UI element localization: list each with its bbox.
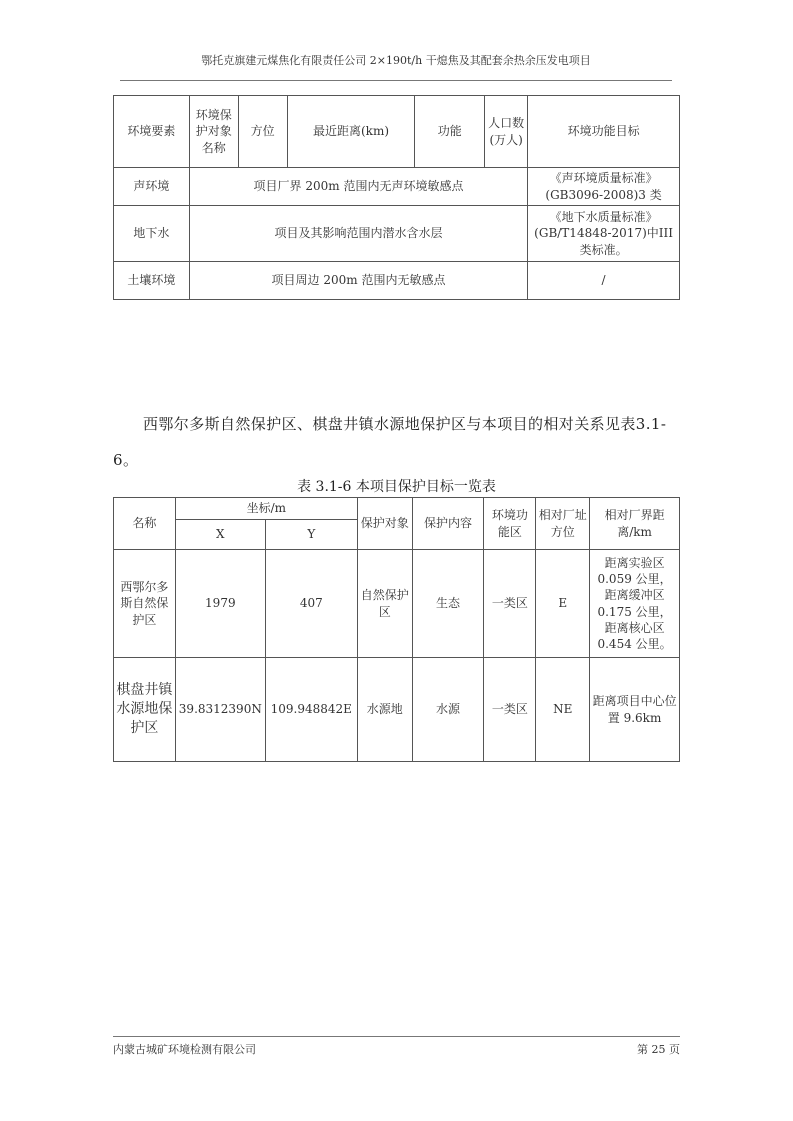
y-cell: 407 [265, 550, 357, 658]
table-header-row [114, 96, 680, 168]
column-header: 保护内容 [412, 498, 484, 550]
table-row [114, 262, 680, 300]
table-header-row [114, 498, 680, 520]
table-row [114, 658, 680, 762]
column-header: X [175, 520, 265, 550]
page-header: 鄂托克旗建元煤焦化有限责任公司 2×190t/h 干熄焦及其配套余热余压发电项目 [201, 54, 591, 67]
column-header: 名称 [114, 498, 176, 550]
x-cell: 1979 [175, 550, 265, 658]
environment-protection-table [113, 95, 680, 300]
footer-divider [113, 1036, 680, 1037]
page-number: 第 25 页 [637, 1043, 680, 1056]
name-cell: 西鄂尔多斯自然保护区 [114, 550, 176, 658]
distance-cell: 距离实验区0.059 公里，距离缓冲区0.175 公里，距离核心区0.454 公里。 [590, 550, 680, 658]
object-cell: 自然保护区 [357, 550, 412, 658]
footer-company: 内蒙古城矿环境检测有限公司 [113, 1043, 256, 1056]
column-header: 保护对象 [357, 498, 412, 550]
object-cell: 水源地 [357, 658, 412, 762]
header-divider [120, 80, 672, 81]
column-header: Y [265, 520, 357, 550]
distance-cell: 距离项目中心位置 9.6km [590, 658, 680, 762]
column-header: 环境要素 [114, 96, 190, 168]
protection-target-table [113, 497, 680, 762]
table-row [114, 168, 680, 206]
table-row [114, 550, 680, 658]
env-element-cell: 地下水 [114, 206, 190, 262]
description-cell: 项目及其影响范围内潜水含水层 [189, 206, 527, 262]
column-header: 相对厂址方位 [536, 498, 590, 550]
table-row [114, 206, 680, 262]
y-cell: 109.948842E [265, 658, 357, 762]
column-header: 环境功能区 [484, 498, 536, 550]
column-header: 相对厂界距离/km [590, 498, 680, 550]
description-cell: 项目厂界 200m 范围内无声环境敏感点 [189, 168, 527, 206]
column-header: 环境功能目标 [528, 96, 680, 168]
direction-cell: E [536, 550, 590, 658]
x-cell: 39.8312390N [175, 658, 265, 762]
column-header: 功能 [415, 96, 485, 168]
body-paragraph: 西鄂尔多斯自然保护区、棋盘井镇水源地保护区与本项目的相对关系见表3.1-6。 [113, 415, 667, 469]
target-cell: 《地下水质量标准》(GB/T14848-2017)中III类标准。 [528, 206, 680, 262]
column-header: 方位 [238, 96, 287, 168]
content-cell: 水源 [412, 658, 484, 762]
table-caption: 表 3.1-6 本项目保护目标一览表 [297, 479, 496, 495]
column-header: 最近距离(km) [287, 96, 415, 168]
column-header: 人口数(万人) [485, 96, 528, 168]
target-cell: / [528, 262, 680, 300]
column-header: 坐标/m [175, 498, 357, 520]
func-cell: 一类区 [484, 658, 536, 762]
env-element-cell: 声环境 [114, 168, 190, 206]
func-cell: 一类区 [484, 550, 536, 658]
column-header: 环境保护对象名称 [189, 96, 238, 168]
name-cell: 棋盘井镇水源地保护区 [114, 658, 176, 762]
target-cell: 《声环境质量标准》(GB3096-2008)3 类 [528, 168, 680, 206]
direction-cell: NE [536, 658, 590, 762]
env-element-cell: 土壤环境 [114, 262, 190, 300]
description-cell: 项目周边 200m 范围内无敏感点 [189, 262, 527, 300]
content-cell: 生态 [412, 550, 484, 658]
